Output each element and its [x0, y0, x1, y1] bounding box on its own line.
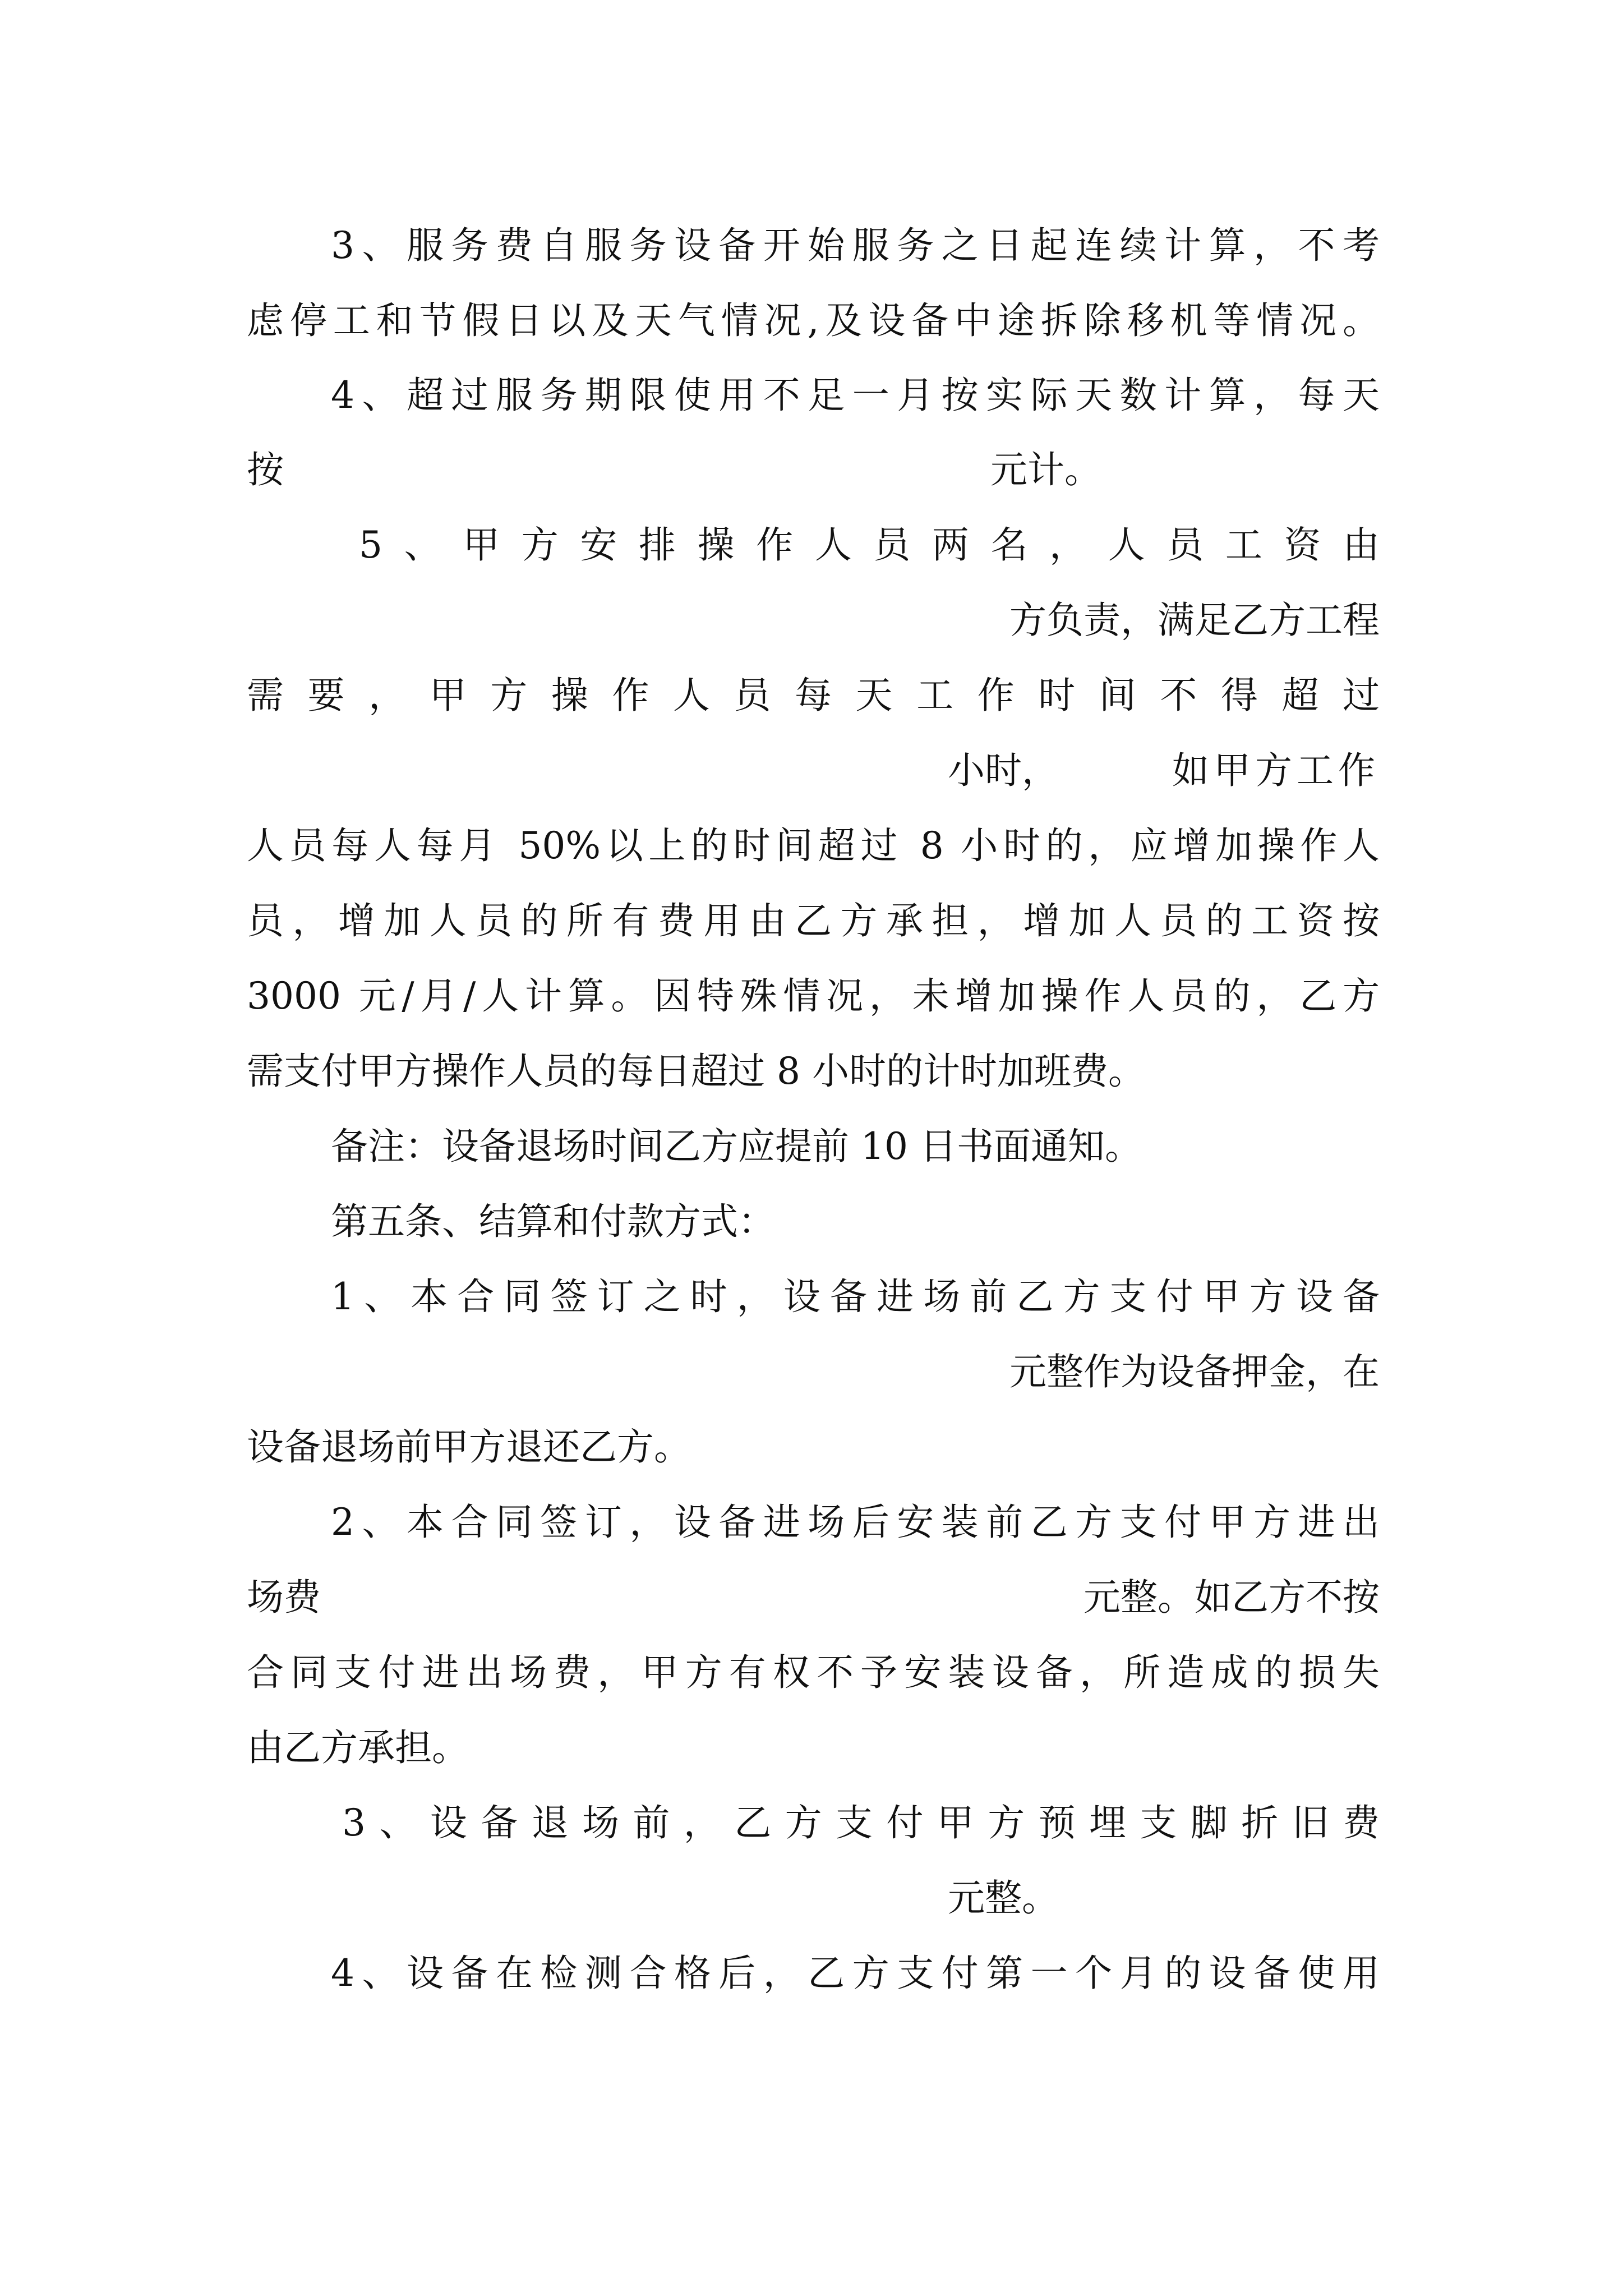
- text-line-9: 人员每人每月 50%以上的时间超过 8 小时的，应增加操作人: [247, 824, 1380, 867]
- section-heading: 第五条、结算和付款方式：: [331, 1200, 775, 1243]
- text-line-16: 元整作为设备押金，在: [1009, 1350, 1380, 1393]
- text-line-13: 备注：设备退场时间乙方应提前 10 日书面通知。: [331, 1125, 1142, 1168]
- text-line-19-start: 场费: [247, 1576, 321, 1619]
- text-line-22: 3、设备退场前，乙方支付甲方预埋支脚折旧费: [342, 1801, 1380, 1844]
- text-line-4-end: 元计。: [990, 448, 1101, 491]
- text-line-20: 合同支付进出场费，甲方有权不予安装设备，所造成的损失: [247, 1651, 1380, 1694]
- text-line-5: 5、甲方安排操作人员两名，人员工资由: [359, 523, 1380, 567]
- text-line-12: 需支付甲方操作人员的每日超过 8 小时的计时加班费。: [247, 1050, 1145, 1093]
- text-line-15: 1、本合同签订之时，设备进场前乙方支付甲方设备: [331, 1275, 1380, 1318]
- text-line-24: 4、设备在检测合格后，乙方支付第一个月的设备使用: [331, 1952, 1380, 1995]
- text-line-7: 需要，甲方操作人员每天工作时间不得超过: [247, 674, 1380, 717]
- text-line-1: 3、服务费自服务设备开始服务之日起连续计算，不考: [331, 224, 1380, 267]
- text-line-21: 由乙方承担。: [247, 1726, 469, 1769]
- text-line-8-end: 如甲方工作: [1172, 749, 1380, 792]
- text-line-23: 元整。: [948, 1876, 1059, 1920]
- text-line-18: 2、本合同签订，设备进场后安装前乙方支付甲方进出: [331, 1501, 1380, 1544]
- text-line-11: 3000 元/月/人计算。因特殊情况，未增加操作人员的，乙方: [247, 974, 1380, 1018]
- text-line-6: 方负责，满足乙方工程: [1009, 599, 1380, 642]
- text-line-2: 虑停工和节假日以及天气情况,及设备中途拆除移机等情况。: [247, 299, 1380, 342]
- text-line-10: 员，增加人员的所有费用由乙方承担，增加人员的工资按: [247, 899, 1380, 942]
- text-line-8-start: 小时，: [948, 749, 1059, 792]
- text-line-3: 4、超过服务期限使用不足一月按实际天数计算，每天: [331, 374, 1380, 417]
- text-line-4-start: 按: [247, 448, 284, 491]
- text-line-17: 设备退场前甲方退还乙方。: [247, 1425, 691, 1469]
- text-line-19-end: 元整。如乙方不按: [1083, 1576, 1380, 1619]
